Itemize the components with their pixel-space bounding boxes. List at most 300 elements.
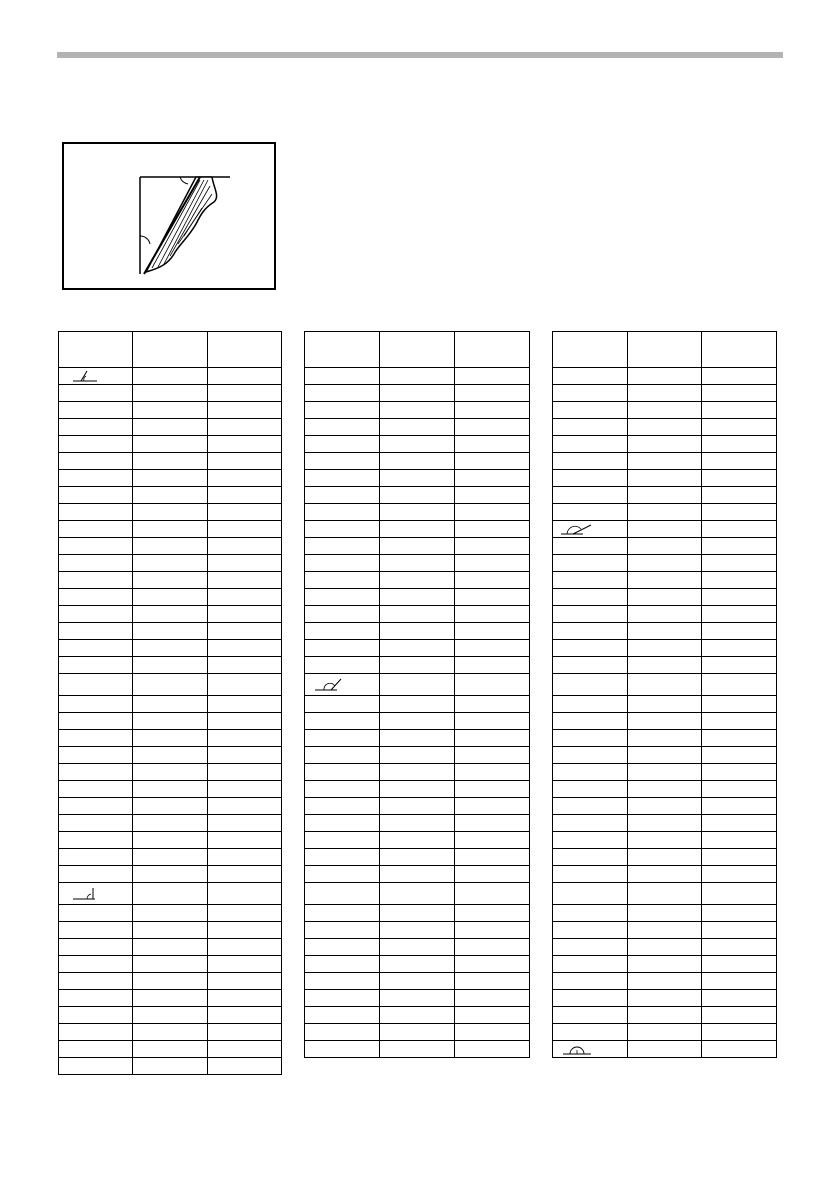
table-cell (702, 990, 777, 1007)
table-cell (627, 1041, 702, 1058)
table-cell (702, 402, 777, 419)
table-cell (553, 764, 628, 781)
table-row (59, 832, 282, 849)
table-cell (207, 1024, 282, 1041)
table-row (59, 764, 282, 781)
table-row (553, 487, 777, 504)
table-cell (553, 866, 628, 883)
table-cell (702, 905, 777, 922)
table-cell (305, 436, 380, 453)
table-cell (553, 798, 628, 815)
table-cell (627, 589, 702, 606)
table-row (553, 504, 777, 521)
table-cell (207, 470, 282, 487)
table-row (305, 815, 530, 832)
bevel-angle-symbol-icon (65, 369, 99, 383)
table-cell (305, 696, 380, 713)
table-cell (59, 832, 133, 849)
table-row (553, 973, 777, 990)
table-row (553, 657, 777, 674)
table-cell (305, 606, 380, 623)
table-cell (207, 640, 282, 657)
table-row (305, 866, 530, 883)
table-cell (59, 453, 133, 470)
table-cell (627, 657, 702, 674)
table-cell (207, 713, 282, 730)
table-cell (702, 939, 777, 956)
table-cell (59, 436, 133, 453)
table-cell (379, 453, 454, 470)
table-cell (133, 572, 207, 589)
table-row (305, 538, 530, 555)
table-cell (702, 764, 777, 781)
table-cell (454, 883, 529, 905)
table-cell (454, 696, 529, 713)
table-cell (702, 674, 777, 696)
table-row (59, 815, 282, 832)
table-cell (454, 798, 529, 815)
table-cell (454, 368, 529, 385)
table-cell (379, 436, 454, 453)
table-cell (59, 1041, 133, 1058)
table-cell (133, 538, 207, 555)
table-row (59, 798, 282, 815)
table-cell (133, 606, 207, 623)
semicircle-angle-symbol-icon (559, 1042, 593, 1056)
table-cell (454, 747, 529, 764)
table-row (553, 572, 777, 589)
table-cell (59, 487, 133, 504)
table-cell (627, 730, 702, 747)
table-cell (305, 798, 380, 815)
table-cell (627, 572, 702, 589)
table-cell (59, 589, 133, 606)
table-row (553, 832, 777, 849)
table-cell (207, 657, 282, 674)
table-cell (379, 402, 454, 419)
table-row (305, 883, 530, 905)
table-cell (305, 747, 380, 764)
table-cell (627, 905, 702, 922)
table-cell (379, 764, 454, 781)
table-cell (553, 832, 628, 849)
table-cell (305, 419, 380, 436)
table-row (305, 781, 530, 798)
table-row (59, 521, 282, 538)
table-row (305, 990, 530, 1007)
table-cell (59, 849, 133, 866)
table-row (553, 623, 777, 640)
table-cell (133, 696, 207, 713)
table-cell (454, 419, 529, 436)
table-cell (553, 674, 628, 696)
table-cell (133, 453, 207, 470)
table-cell (207, 555, 282, 572)
table-cell (627, 453, 702, 470)
table-cell (553, 905, 628, 922)
table-cell (702, 332, 777, 368)
table-cell (59, 713, 133, 730)
table-cell (379, 538, 454, 555)
table-cell (133, 487, 207, 504)
table-cell (133, 798, 207, 815)
table-cell (379, 832, 454, 849)
table-row (305, 657, 530, 674)
table-cell (627, 402, 702, 419)
table-cell (59, 470, 133, 487)
table-cell (207, 815, 282, 832)
table-cell (305, 402, 380, 419)
table-cell (454, 521, 529, 538)
table-cell (553, 657, 628, 674)
table-row (305, 453, 530, 470)
table-cell (553, 956, 628, 973)
table-cell (59, 939, 133, 956)
table-cell (207, 589, 282, 606)
table-cell (702, 623, 777, 640)
table-row (305, 973, 530, 990)
table-cell (207, 1041, 282, 1058)
table-row (59, 990, 282, 1007)
table-cell (702, 572, 777, 589)
table-cell (305, 470, 380, 487)
table-cell (133, 849, 207, 866)
table-cell (59, 883, 133, 905)
table-cell (133, 815, 207, 832)
table-cell (133, 657, 207, 674)
table-cell (379, 589, 454, 606)
table-row (553, 368, 777, 385)
table-cell (379, 623, 454, 640)
table-cell (379, 990, 454, 1007)
table-cell (454, 385, 529, 402)
table-row (59, 883, 282, 905)
table-row (305, 764, 530, 781)
table-row (59, 436, 282, 453)
table-cell (133, 832, 207, 849)
table-cell (305, 453, 380, 470)
table-cell (553, 606, 628, 623)
table-row (305, 402, 530, 419)
table-header-row (59, 332, 282, 368)
table-cell (627, 1007, 702, 1024)
table-cell (627, 696, 702, 713)
table-cell (59, 798, 133, 815)
table-row (59, 713, 282, 730)
table-cell (702, 747, 777, 764)
table-cell (553, 368, 628, 385)
table-cell (133, 674, 207, 696)
table-cell (379, 866, 454, 883)
table-row (59, 1024, 282, 1041)
table-cell (553, 504, 628, 521)
table-cell (305, 657, 380, 674)
table-cell (454, 402, 529, 419)
table-cell (553, 572, 628, 589)
table-cell (379, 640, 454, 657)
table-cell (207, 1007, 282, 1024)
table-cell (553, 883, 628, 905)
table-cell (454, 815, 529, 832)
table-row (553, 640, 777, 657)
table-cell (627, 385, 702, 402)
table-cell (207, 538, 282, 555)
table-row (305, 798, 530, 815)
table-cell (553, 453, 628, 470)
table-cell (379, 1007, 454, 1024)
table-cell (59, 956, 133, 973)
table-cell (59, 385, 133, 402)
table-cell (133, 623, 207, 640)
table-cell (305, 589, 380, 606)
table-cell (59, 555, 133, 572)
table-row (59, 487, 282, 504)
table-cell (379, 674, 454, 696)
table-cell (627, 713, 702, 730)
table-row (553, 905, 777, 922)
table-cell (305, 905, 380, 922)
table-cell (133, 1007, 207, 1024)
table-cell (133, 436, 207, 453)
table-cell (305, 832, 380, 849)
table-cell (59, 419, 133, 436)
table-row (305, 747, 530, 764)
table-cell (553, 1007, 628, 1024)
table-cell (207, 956, 282, 973)
table-cell (305, 730, 380, 747)
table-cell (702, 538, 777, 555)
table-cell (305, 990, 380, 1007)
table-row (305, 1024, 530, 1041)
table-row (305, 504, 530, 521)
table-cell (379, 332, 454, 368)
table-cell (627, 521, 702, 538)
table-cell (59, 402, 133, 419)
table-cell (553, 781, 628, 798)
table-cell (454, 538, 529, 555)
table-cell (627, 332, 702, 368)
table-cell (207, 419, 282, 436)
table-row (59, 1041, 282, 1058)
table-cell (207, 674, 282, 696)
table-row (59, 589, 282, 606)
table-cell (454, 332, 529, 368)
table-row (553, 470, 777, 487)
table-cell (59, 866, 133, 883)
table-cell (553, 538, 628, 555)
table-cell (553, 640, 628, 657)
table-cell (207, 623, 282, 640)
table-cell (207, 939, 282, 956)
table-cell (379, 815, 454, 832)
table-cell (454, 606, 529, 623)
table-cell (133, 470, 207, 487)
table-row (59, 849, 282, 866)
table-row (553, 956, 777, 973)
table-cell (553, 555, 628, 572)
table-cell (627, 956, 702, 973)
table-cell (379, 470, 454, 487)
table-cell (133, 368, 207, 385)
table-row (59, 696, 282, 713)
table-cell (207, 504, 282, 521)
table-cell (702, 815, 777, 832)
table-row (59, 555, 282, 572)
table-cell (305, 883, 380, 905)
table-row (305, 572, 530, 589)
table-cell (454, 1024, 529, 1041)
table-cell (133, 956, 207, 973)
table-cell (207, 883, 282, 905)
table-cell (627, 419, 702, 436)
table-cell (627, 990, 702, 1007)
table-cell (553, 436, 628, 453)
table-row (553, 1007, 777, 1024)
table-row (305, 368, 530, 385)
table-cell (207, 866, 282, 883)
table-cell (553, 747, 628, 764)
table-cell (702, 521, 777, 538)
obtuse-angle-symbol-icon (311, 678, 345, 692)
table-cell (454, 436, 529, 453)
table-cell (379, 572, 454, 589)
table-cell (702, 973, 777, 990)
table-row (305, 1041, 530, 1058)
table-cell (379, 798, 454, 815)
table-cell (454, 470, 529, 487)
table-cell (305, 623, 380, 640)
table-cell (207, 849, 282, 866)
table-cell (627, 538, 702, 555)
table-cell (207, 332, 282, 368)
crown-moulding-figure (62, 142, 276, 290)
table-cell (379, 849, 454, 866)
table-row (305, 521, 530, 538)
table-cell (702, 1007, 777, 1024)
table-row (59, 368, 282, 385)
table-row (553, 1041, 777, 1058)
table-row (553, 730, 777, 747)
table-row (553, 781, 777, 798)
table-row (553, 866, 777, 883)
table-cell (702, 368, 777, 385)
table-cell (59, 1007, 133, 1024)
table-cell (133, 866, 207, 883)
table-cell (207, 798, 282, 815)
table-cell (133, 589, 207, 606)
table-row (59, 453, 282, 470)
table-cell (627, 883, 702, 905)
table-row (59, 657, 282, 674)
table-row (59, 956, 282, 973)
table-cell (305, 973, 380, 990)
table-cell (133, 402, 207, 419)
table-row (553, 606, 777, 623)
table-cell (379, 521, 454, 538)
table-row (305, 1007, 530, 1024)
table-row (553, 453, 777, 470)
table-row (305, 696, 530, 713)
table-cell (553, 470, 628, 487)
table-cell (305, 713, 380, 730)
table-cell (702, 555, 777, 572)
table-row (553, 674, 777, 696)
table-cell (627, 849, 702, 866)
table-cell (59, 1058, 133, 1075)
table-cell (702, 487, 777, 504)
table-cell (207, 436, 282, 453)
table-cell (553, 973, 628, 990)
table-cell (207, 1058, 282, 1075)
table-row (59, 922, 282, 939)
table-cell (133, 973, 207, 990)
table-cell (627, 764, 702, 781)
table-cell (553, 589, 628, 606)
table-cell (379, 730, 454, 747)
table-cell (627, 640, 702, 657)
table-cell (627, 368, 702, 385)
table-cell (207, 922, 282, 939)
table-cell (553, 939, 628, 956)
table-cell (133, 883, 207, 905)
table-cell (627, 606, 702, 623)
table-cell (379, 555, 454, 572)
table-cell (59, 747, 133, 764)
table-row (305, 419, 530, 436)
table-cell (454, 849, 529, 866)
table-row (59, 538, 282, 555)
table-cell (379, 696, 454, 713)
table-cell (454, 956, 529, 973)
table-row (59, 572, 282, 589)
table-cell (59, 504, 133, 521)
table-cell (133, 385, 207, 402)
table-row (553, 798, 777, 815)
table-cell (133, 781, 207, 798)
table-cell (702, 956, 777, 973)
table-cell (454, 990, 529, 1007)
table-cell (207, 385, 282, 402)
table-row (59, 623, 282, 640)
table-cell (305, 572, 380, 589)
table-cell (379, 606, 454, 623)
table-row (553, 538, 777, 555)
table-cell (305, 640, 380, 657)
table-cell (627, 832, 702, 849)
table-cell (133, 747, 207, 764)
table-cell (454, 832, 529, 849)
table-row (59, 973, 282, 990)
table-cell (454, 504, 529, 521)
angle-table-3 (552, 331, 777, 1058)
table-cell (133, 764, 207, 781)
table-cell (207, 453, 282, 470)
table-cell (59, 332, 133, 368)
table-header-row (305, 332, 530, 368)
table-cell (379, 504, 454, 521)
table-cell (207, 832, 282, 849)
table-row (553, 764, 777, 781)
table-row (553, 385, 777, 402)
table-cell (627, 674, 702, 696)
table-cell (702, 1041, 777, 1058)
table-cell (305, 538, 380, 555)
table-cell (454, 905, 529, 922)
table-cell (305, 555, 380, 572)
table-cell (553, 713, 628, 730)
wall-angle-symbol-icon (65, 887, 99, 901)
table-row (553, 713, 777, 730)
